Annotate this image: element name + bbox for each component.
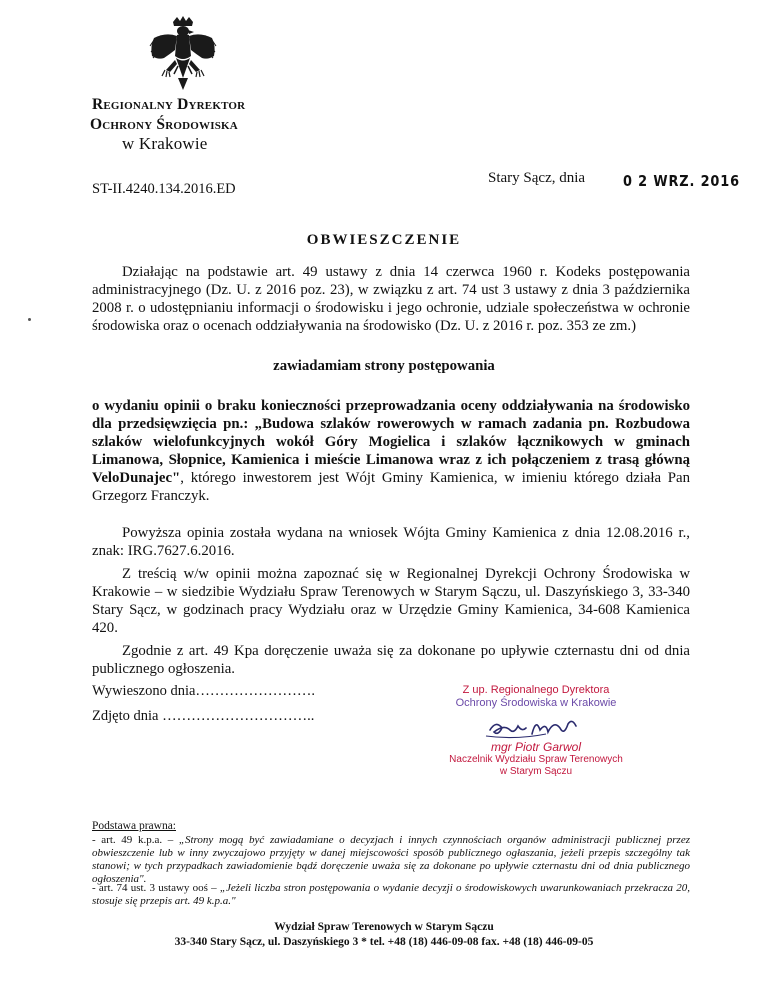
header-office-city: w Krakowie <box>122 134 208 153</box>
reference-number: ST-II.4240.134.2016.ED <box>92 181 236 197</box>
header-office-title-line2: Ochrony Środowiska <box>90 116 238 133</box>
signatory-name: mgr Piotr Garwol <box>490 740 582 754</box>
document-title: OBWIESZCZENIE <box>306 232 462 248</box>
stamp-line-location: w Starym Sączu <box>499 766 573 777</box>
handwritten-signature-icon <box>476 714 596 742</box>
legal-note-kpa-text: „Strony mogą być zawiadamiane o decyzjach i innych czynnościach organów administracji publicznej przez obwieszczenie lub w inny zwyczajowo przyjęty w danej miejscowości sposób publicznego ogłaszania, jeżeli przepis szczególny tak stanowi; w tych przypadkach zawiadomienie bądź doręczenie uważa się za dokonane po upływie czternastu dni od dnia publicznego ogłoszenia". <box>92 834 690 885</box>
stamp-line-office: Ochrony Środowiska w Krakowie <box>455 697 617 709</box>
punch-mark <box>28 318 31 321</box>
delivery-rule-paragraph: Zgodnie z art. 49 Kpa doręczenie uważa się za dokonane po upływie czternastu dni od dnia publicznego ogłoszenia. <box>92 643 690 677</box>
stamp-line-position: Naczelnik Wydziału Spraw Terenowych <box>449 754 623 765</box>
place-date-label: Stary Sącz, dnia <box>488 170 586 186</box>
decision-paragraph <box>92 397 690 505</box>
decision-bold-text: o wydaniu opinii o braku konieczności przeprowadzania oceny oddziaływania na środowisko dla przedsięwzięcia pn.: „Budowa szlaków rowerowych w ramach zadania pn. Rozbudowa szlaków wielofunkcyjnych wokół Góry Mogielica i szlaków łącznikowych w gminach Limanowa, Słopnice, Kamienica i mieście Limanowa wraz z ich połączeniem z trasą główną VeloDunajec" <box>92 398 690 486</box>
date-stamp: 0 2 WRZ. 2016 <box>623 172 740 190</box>
legal-note-oos-text: „Jeżeli liczba stron postępowania o wydanie decyzji o środowiskowych uwarunkowaniach przekracza 20, stosuje się przepis art. 49 k.p.a." <box>92 882 691 907</box>
eagle-emblem-icon <box>148 16 218 92</box>
legal-note-kpa-lead: - art. 49 k.p.a. – <box>92 834 179 846</box>
legal-note-kpa <box>92 834 690 886</box>
footer-office-name: Wydział Spraw Terenowych w Starym Sączu <box>274 921 494 933</box>
footer-contact-info: 33-340 Stary Sącz, ul. Daszyńskiego 3 * tel. +48 (18) 446-09-08 fax. +48 (18) 446-09-05 <box>174 936 594 948</box>
legal-basis-paragraph: Działając na podstawie art. 49 ustawy z dnia 14 czerwca 1960 r. Kodeks postępowania administracyjnego (Dz. U. z 2016 poz. 23), w związku z art. 74 ust 3 ustawy z dnia 3 października 2008 r. o udostępnianiu informacji o środowisku i jego ochronie, udziale społeczeństwa w ochronie środowiska oraz o ocenach oddziaływania na środowisko (Dz. U. z 2016 r. poz. 353 ze zm.) <box>92 264 690 334</box>
official-signature-stamp <box>436 684 636 778</box>
posted-date-field: Wywieszono dnia……………………. <box>92 683 316 699</box>
legal-note-oos <box>92 882 690 908</box>
access-info-paragraph: Z treścią w/w opinii można zapoznać się w Regionalnej Dyrekcji Ochrony Środowiska w Krakowie – w siedzibie Wydziału Spraw Terenowych w Starym Sączu, ul. Daszyńskiego 3, 33-340 Stary Sącz, w godzinach pracy Wydziału oraz w Urzędzie Gminy Kamienica, 34-608 Kamienica 420. <box>92 566 690 636</box>
header-office-title-line1: Regionalny Dyrektor <box>92 96 246 113</box>
stamp-line-authority: Z up. Regionalnego Dyrektora <box>462 684 610 696</box>
decision-rest-text: , którego inwestorem jest Wójt Gminy Kamienica, w imieniu którego działa Pan Grzegorz Franczyk. <box>92 470 690 504</box>
legal-basis-heading: Podstawa prawna: <box>92 820 176 832</box>
removed-date-field: Zdjęto dnia ………………………….. <box>92 708 315 724</box>
legal-note-oos-lead: - art. 74 ust. 3 ustawy ooś – <box>92 882 220 894</box>
notify-heading: zawiadamiam strony postępowania <box>273 358 495 374</box>
opinion-request-paragraph: Powyższa opinia została wydana na wniosek Wójta Gminy Kamienica z dnia 12.08.2016 r., znak: IRG.7627.6.2016. <box>92 525 690 559</box>
